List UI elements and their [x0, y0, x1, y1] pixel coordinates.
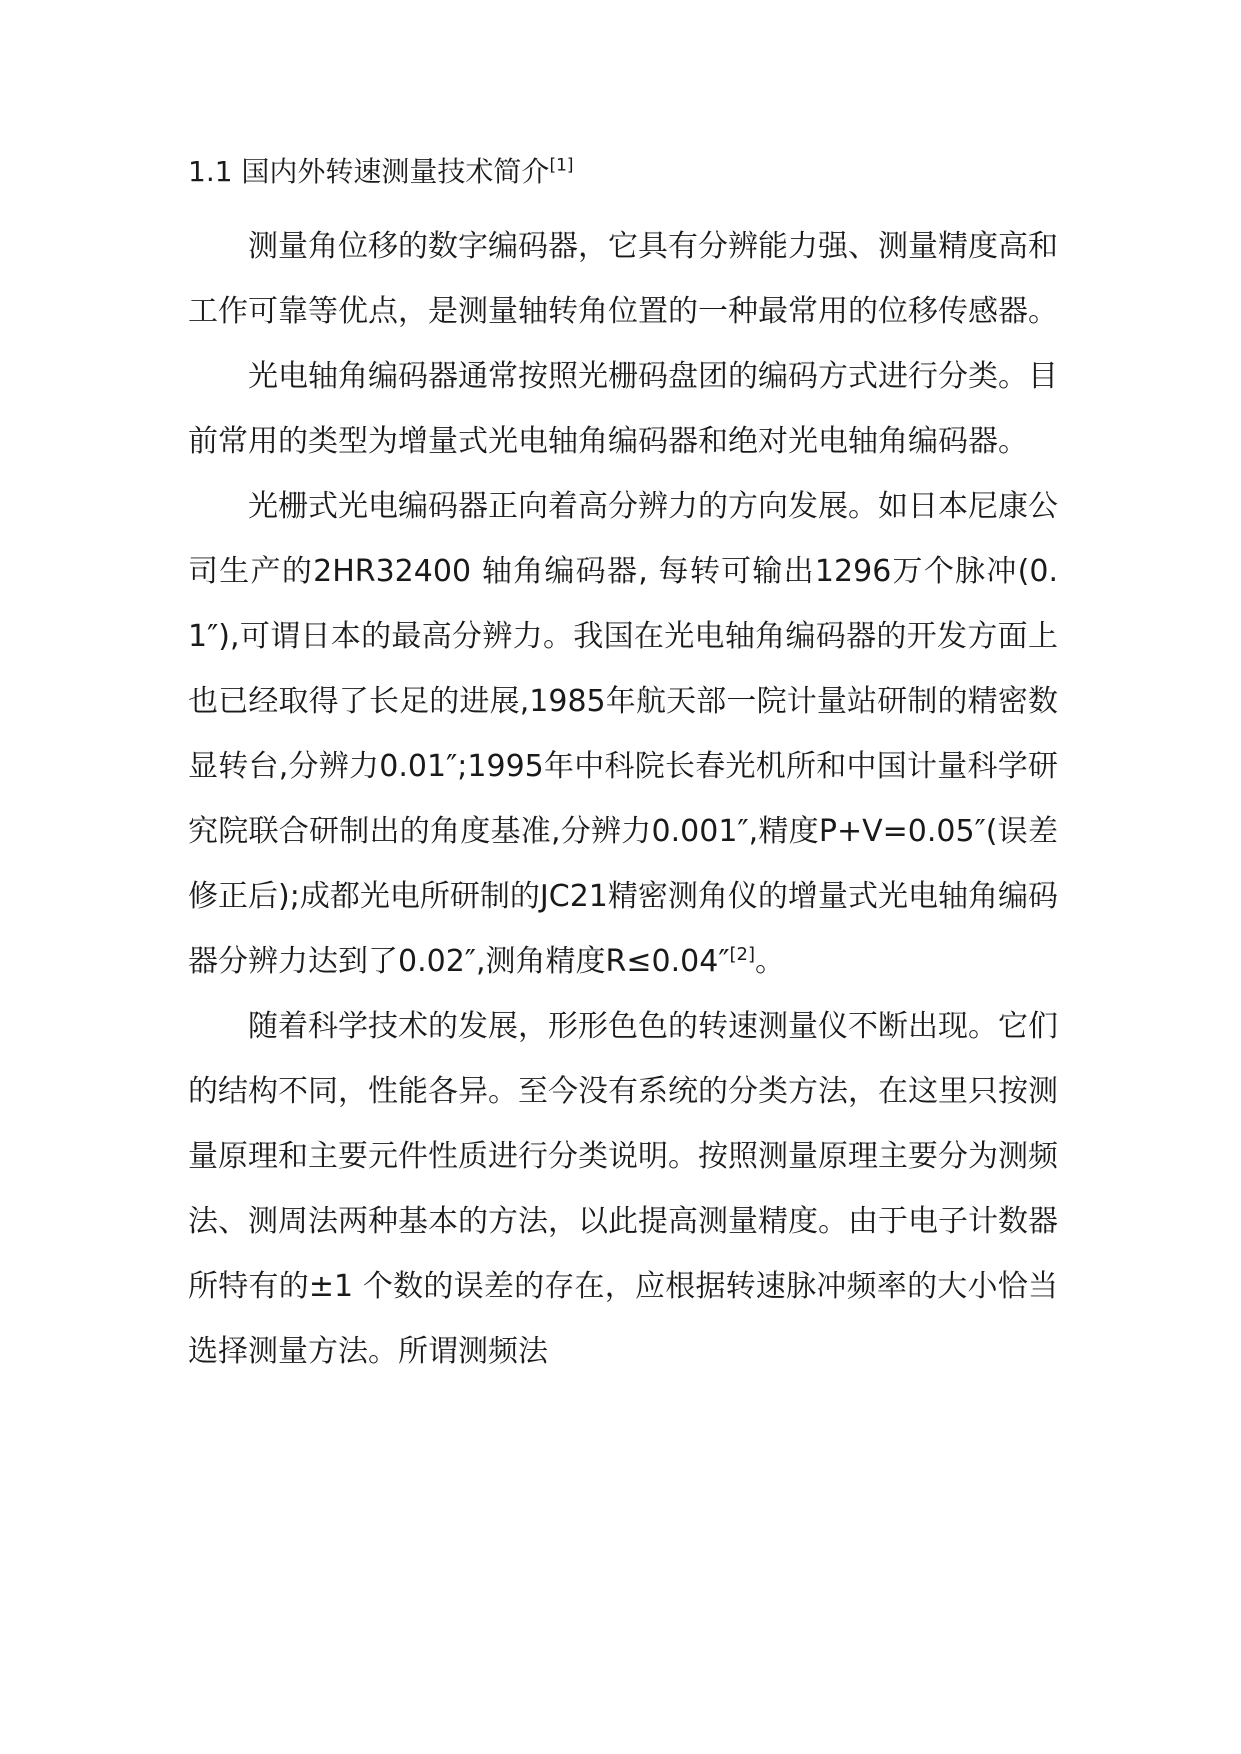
paragraph-encoder-types — [188, 344, 1058, 474]
paragraph-text: 光栅式光电编码器正向着高分辨力的方向发展。如日本尼康公司生产的2HR32400 轴角编码器, 每转可输出1296万个脉冲(0.1″),可谓日本的最高分辨力。我国在光电轴角编码器的开发方面上也已经取得了长足的进展,1985年航天部一院计量站研制的精密数显转台,分辨力0.01″;1995年中科院长春光机所和中国计量科学研究院联合研制出的角度基准,分辨力0.001″,精度P+V=0.05″(误差修正后);成都光电所研制的JC21精密测角仪的增量式光电轴角编码器分辨力达到了0.02″,测角精度R≤0.04″ — [188, 489, 1058, 979]
paragraph-encoder-intro — [188, 214, 1058, 344]
section-heading-text: 1.1 国内外转速测量技术简介 — [188, 155, 550, 188]
paragraph-tail: 。 — [755, 944, 786, 979]
citation-ref: [1] — [549, 155, 574, 176]
paragraph-text: 随着科学技术的发展，形形色色的转速测量仪不断出现。它们的结构不同，性能各异。至今没有系统的分类方法，在这里只按测量原理和主要元件性质进行分类说明。按照测量原理主要分为测频法、测周法两种基本的方法，以此提高测量精度。由于电子计数器所特有的±1 个数的误差的存在，应根据转速脉冲频率的大小恰当选择测量方法。所谓测频法 — [188, 1009, 1058, 1369]
paragraph-grating-encoder — [188, 474, 1058, 994]
paragraph-text: 测量角位移的数字编码器，它具有分辨能力强、测量精度高和工作可靠等优点，是测量轴转角位置的一种最常用的位移传感器。 — [188, 229, 1058, 329]
paragraph-speed-measurement — [188, 994, 1058, 1384]
paragraph-text: 光电轴角编码器通常按照光栅码盘团的编码方式进行分类。目前常用的类型为增量式光电轴角编码器和绝对光电轴角编码器。 — [188, 359, 1058, 459]
document-page — [188, 150, 1058, 1384]
section-heading — [188, 150, 1058, 194]
citation-ref: [2] — [729, 944, 756, 965]
